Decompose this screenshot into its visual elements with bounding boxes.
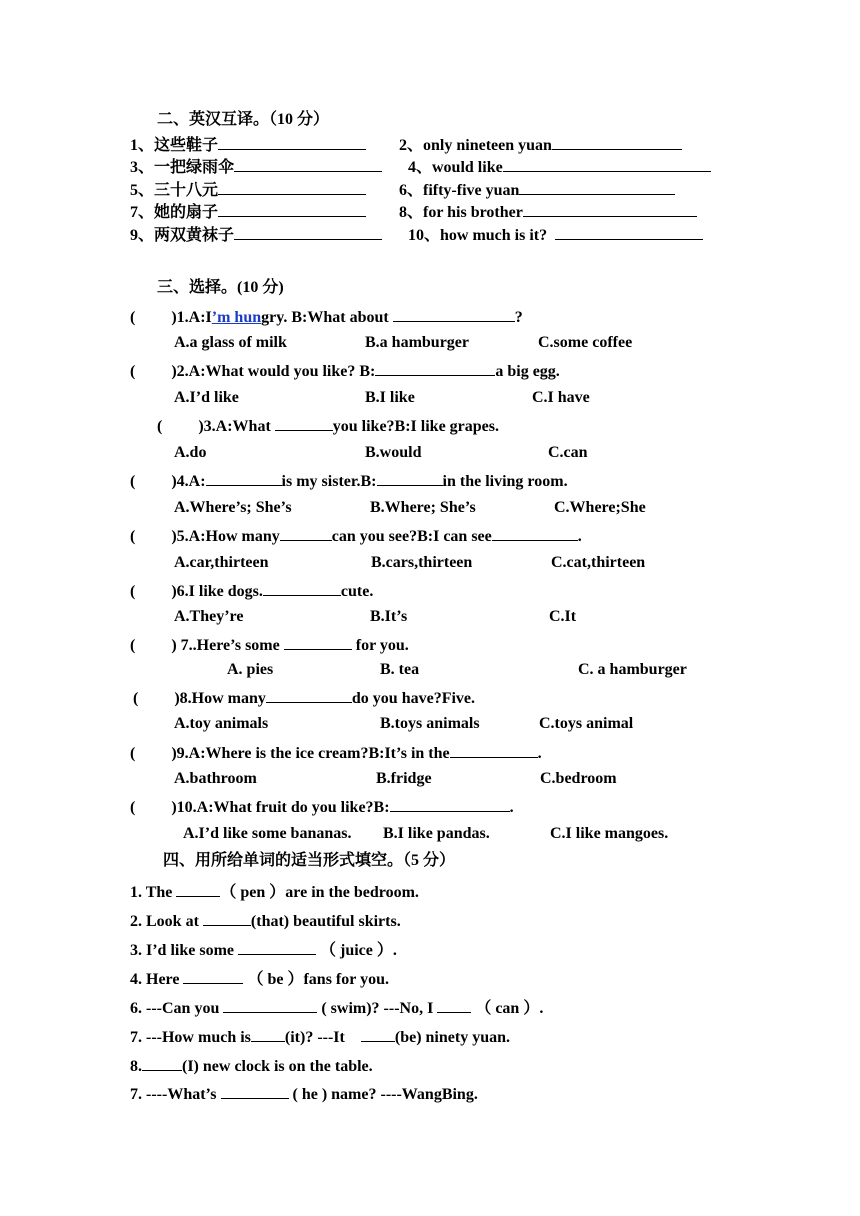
answer-box[interactable] — [135, 743, 171, 758]
answer-blank[interactable] — [234, 156, 382, 172]
section2-heading: 二、英汉互译。（10 分） — [157, 111, 330, 128]
translate-item-8: 8、for his brother — [399, 201, 697, 223]
option-a[interactable]: A.do — [174, 444, 207, 461]
option-a[interactable]: A.They’re — [174, 608, 244, 625]
fill-item-3: 3. I’d like some （ juice ）. — [130, 939, 397, 961]
option-a[interactable]: A.car,thirteen — [174, 554, 269, 571]
answer-box[interactable] — [135, 797, 171, 812]
question-9: ( )9.A:Where is the ice cream?B:It’s in the . — [130, 742, 542, 764]
answer-blank[interactable] — [437, 997, 471, 1013]
answer-blank[interactable] — [555, 224, 703, 240]
option-a[interactable]: A.I’d like — [174, 389, 239, 406]
answer-blank[interactable] — [266, 687, 352, 703]
answer-blank[interactable] — [221, 1083, 289, 1099]
answer-box[interactable] — [138, 688, 174, 703]
answer-blank[interactable] — [203, 910, 251, 926]
option-a[interactable]: A.toy animals — [174, 715, 269, 732]
answer-blank[interactable] — [263, 580, 341, 596]
question-10: ( )10.A:What fruit do you like?B: . — [130, 796, 514, 818]
answer-box[interactable] — [162, 416, 198, 431]
fill-item-8: 7. ----What’s ( he ) name? ----WangBing. — [130, 1083, 478, 1105]
answer-blank[interactable] — [223, 997, 317, 1013]
answer-box[interactable] — [135, 635, 171, 650]
question-2: ( )2.A:What would you like? B: a big egg. — [130, 360, 560, 382]
option-c[interactable]: C.Where;She — [554, 499, 646, 516]
fill-item-1: 1. The （ pen ）are in the bedroom. — [130, 881, 419, 903]
option-c[interactable]: C.It — [549, 608, 577, 625]
option-b[interactable]: B. tea — [380, 661, 420, 678]
answer-blank[interactable] — [183, 968, 243, 984]
option-b[interactable]: B.cars,thirteen — [371, 554, 473, 571]
answer-blank[interactable] — [503, 156, 711, 172]
question-5: ( )5.A:How many can you see?B:I can see . — [130, 525, 582, 547]
translate-item-1: 1、这些鞋子 — [130, 134, 366, 156]
translate-item-6: 6、fifty-five yuan — [399, 179, 675, 201]
option-c[interactable]: C.toys animal — [539, 715, 634, 732]
fill-item-6: 7. ---How much is (it)? ---It (be) ninety yuan. — [130, 1026, 510, 1048]
translate-item-3: 3、一把绿雨伞 — [130, 156, 382, 178]
option-b[interactable]: B.a hamburger — [365, 334, 469, 351]
answer-box[interactable] — [135, 526, 171, 541]
answer-blank[interactable] — [142, 1055, 182, 1071]
question-7: ( ) 7..Here’s some for you. — [130, 634, 409, 656]
answer-blank[interactable] — [519, 179, 675, 195]
fill-item-5: 6. ---Can you ( swim)? ---No, I （ can ）. — [130, 997, 543, 1019]
question-8: ( )8.How many do you have?Five. — [133, 687, 475, 709]
question-3: ( )3.A:What you like?B:I like grapes. — [157, 415, 499, 437]
option-b[interactable]: B.fridge — [376, 770, 432, 787]
option-c[interactable]: C.I like mangoes. — [550, 825, 669, 842]
option-c[interactable]: C.some coffee — [538, 334, 633, 351]
option-c[interactable]: C.I have — [532, 389, 590, 406]
option-b[interactable]: B.toys animals — [380, 715, 480, 732]
option-b[interactable]: B.I like — [365, 389, 415, 406]
option-a[interactable]: A. pies — [227, 661, 274, 678]
answer-blank[interactable] — [206, 470, 282, 486]
option-c[interactable]: C.can — [548, 444, 588, 461]
answer-box[interactable] — [135, 307, 171, 322]
answer-blank[interactable] — [218, 134, 366, 150]
question-4: ( )4.A: is my sister.B: in the living room. — [130, 470, 568, 492]
fill-item-4: 4. Here （ be ）fans for you. — [130, 968, 389, 990]
answer-blank[interactable] — [218, 179, 366, 195]
answer-blank[interactable] — [377, 470, 443, 486]
translate-item-4: 4、would like — [408, 156, 711, 178]
section4-heading: 四、用所给单词的适当形式填空。（5 分） — [163, 852, 456, 869]
translate-item-10: 10、how much is it? — [408, 224, 703, 246]
option-a[interactable]: A.a glass of milk — [174, 334, 287, 351]
answer-blank[interactable] — [251, 1026, 285, 1042]
answer-box[interactable] — [135, 361, 171, 376]
answer-blank[interactable] — [523, 201, 697, 217]
answer-blank[interactable] — [176, 881, 220, 897]
answer-box[interactable] — [135, 471, 171, 486]
answer-blank[interactable] — [390, 796, 510, 812]
translate-item-7: 7、她的扇子 — [130, 201, 366, 223]
section3-heading: 三、选择。(10 分) — [157, 279, 284, 296]
answer-blank[interactable] — [284, 634, 352, 650]
answer-blank[interactable] — [275, 415, 333, 431]
answer-blank[interactable] — [492, 525, 578, 541]
answer-blank[interactable] — [393, 306, 515, 322]
question-6: ( )6.I like dogs. cute. — [130, 580, 373, 602]
option-b[interactable]: B.It’s — [370, 608, 408, 625]
answer-blank[interactable] — [375, 360, 495, 376]
answer-blank[interactable] — [361, 1026, 395, 1042]
option-b[interactable]: B.I like pandas. — [383, 825, 490, 842]
translate-item-2: 2、only nineteen yuan — [399, 134, 682, 156]
option-c[interactable]: C. a hamburger — [578, 661, 687, 678]
answer-blank[interactable] — [552, 134, 682, 150]
question-1: ( )1.A:I’m hungry. B:What about ? — [130, 306, 523, 328]
option-c[interactable]: C.bedroom — [540, 770, 617, 787]
answer-blank[interactable] — [450, 742, 538, 758]
option-a[interactable]: A.I’d like some bananas. — [183, 825, 352, 842]
option-b[interactable]: B.would — [365, 444, 422, 461]
answer-box[interactable] — [135, 581, 171, 596]
answer-blank[interactable] — [238, 939, 316, 955]
answer-blank[interactable] — [218, 201, 366, 217]
answer-blank[interactable] — [234, 224, 382, 240]
translate-item-9: 9、两双黄袜子 — [130, 224, 382, 246]
option-a[interactable]: A.bathroom — [174, 770, 257, 787]
fill-item-7: 8. (I) new clock is on the table. — [130, 1055, 373, 1077]
option-c[interactable]: C.cat,thirteen — [551, 554, 646, 571]
translate-item-5: 5、三十八元 — [130, 179, 366, 201]
option-b[interactable]: B.Where; She’s — [370, 499, 476, 516]
answer-blank[interactable] — [280, 525, 332, 541]
fill-item-2: 2. Look at (that) beautiful skirts. — [130, 910, 401, 932]
option-a[interactable]: A.Where’s; She’s — [174, 499, 292, 516]
